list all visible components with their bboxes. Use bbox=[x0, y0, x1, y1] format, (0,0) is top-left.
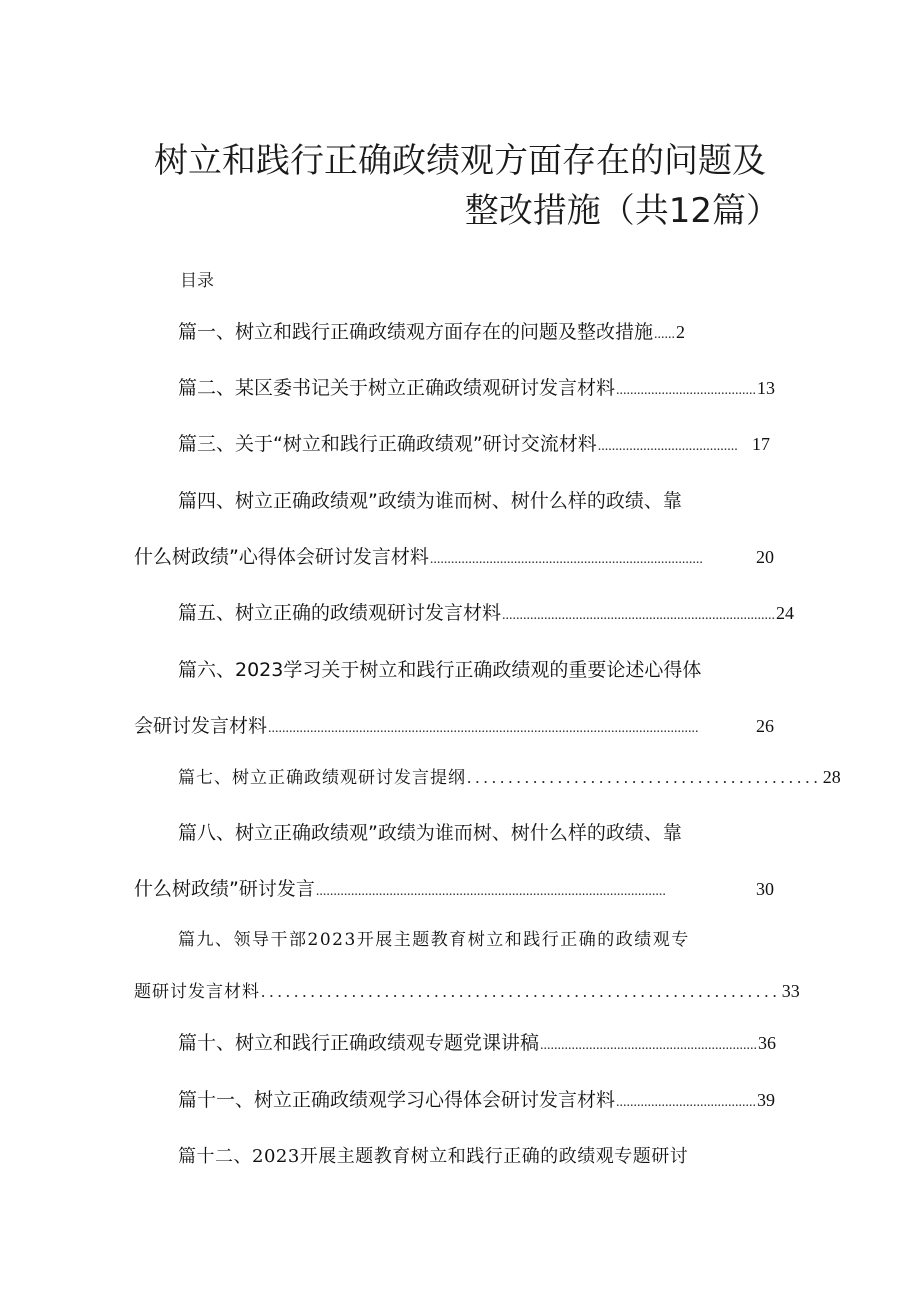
toc-entry-9[interactable] bbox=[134, 977, 800, 1006]
toc-entry-text: 题研讨发言材料 bbox=[134, 982, 260, 1002]
toc-leader-dots: ........................................................................................................................... bbox=[268, 721, 699, 736]
toc-page-number: 36 bbox=[758, 1033, 777, 1053]
toc-entry-text: 篇二、某区委书记关于树立正确政绩观研讨发言材料 bbox=[178, 377, 616, 399]
toc-entry-text: 篇五、树立正确的政绩观研讨发言材料 bbox=[178, 602, 502, 624]
toc-entry-12-line-1[interactable] bbox=[178, 1142, 688, 1171]
toc-entry-text: 篇七、树立正确政绩观研讨发言提纲 bbox=[178, 768, 466, 788]
toc-entry-7[interactable] bbox=[178, 763, 841, 792]
toc-entry-text: 篇十二、2023开展主题教育树立和践行正确的政绩观专题研讨 bbox=[178, 1146, 689, 1167]
toc-page-number: 24 bbox=[776, 603, 795, 623]
toc-entry-6-line-1[interactable]: 篇六、2023学习关于树立和践行正确政绩观的重要论述心得体 bbox=[178, 659, 702, 681]
toc-entry-4[interactable] bbox=[134, 543, 774, 574]
toc-leader-dots: .............................................................. bbox=[540, 1038, 758, 1053]
toc-entry-8-line-1[interactable]: 篇八、树立正确政绩观”政绩为谁而树、树什么样的政绩、靠 bbox=[178, 822, 682, 844]
toc-page-number: 2 bbox=[676, 322, 686, 342]
toc-entry-4-line-1[interactable]: 篇四、树立正确政绩观”政绩为谁而树、树什么样的政绩、靠 bbox=[178, 490, 682, 512]
toc-entry-6[interactable] bbox=[134, 712, 774, 743]
toc-entry-11[interactable] bbox=[178, 1086, 776, 1117]
toc-entry-text: 什么树政绩”研讨发言 bbox=[134, 878, 315, 900]
toc-entry-text: 篇一、树立和践行正确政绩观方面存在的问题及整改措施 bbox=[178, 321, 654, 343]
toc-leader-dots: ........................................... bbox=[467, 768, 822, 787]
toc-entry-text: 篇十一、树立正确政绩观学习心得体会研讨发言材料 bbox=[178, 1089, 616, 1111]
toc-leader-dots: ........................................ bbox=[616, 383, 757, 398]
toc-page-number: 17 bbox=[752, 434, 770, 454]
toc-leader-dots: .............................................................................. bbox=[502, 608, 776, 623]
toc-entry-9-line-1[interactable]: 篇九、领导干部2023开展主题教育树立和践行正确的政绩观专 bbox=[178, 930, 690, 950]
toc-entry-10[interactable] bbox=[178, 1029, 777, 1060]
toc-entry-2[interactable] bbox=[178, 374, 776, 405]
toc-entry-5[interactable] bbox=[178, 599, 795, 630]
toc-leader-dots: ........................................ bbox=[597, 439, 738, 454]
toc-leader-dots: ...... bbox=[654, 327, 676, 342]
document-title-line-2: 整改措施（共12篇） bbox=[464, 191, 780, 231]
toc-leader-dots: .................................................................................................... bbox=[315, 884, 666, 899]
toc-leader-dots: ............................................................... bbox=[261, 982, 781, 1001]
toc-entry-text: 篇十、树立和践行正确政绩观专题党课讲稿 bbox=[178, 1032, 540, 1054]
toc-page-number: 13 bbox=[757, 378, 776, 398]
toc-entry-text: 什么树政绩”心得体会研讨发言材料 bbox=[134, 546, 429, 568]
toc-page-number: 30 bbox=[756, 879, 774, 899]
toc-leader-dots: ........................................ bbox=[616, 1095, 757, 1110]
toc-page-number: 33 bbox=[781, 981, 800, 1001]
toc-entry-text: 篇三、关于“树立和践行正确政绩观”研讨交流材料 bbox=[178, 433, 597, 455]
toc-page-number: 26 bbox=[756, 716, 774, 736]
toc-heading: 目录 bbox=[180, 271, 214, 291]
toc-page-number: 39 bbox=[757, 1090, 776, 1110]
toc-entry-3[interactable] bbox=[178, 430, 770, 461]
toc-entry-8[interactable] bbox=[134, 875, 774, 906]
toc-page-number: 28 bbox=[822, 767, 841, 787]
toc-page-number: 20 bbox=[756, 547, 774, 567]
toc-leader-dots: .............................................................................. bbox=[429, 552, 703, 567]
toc-entry-1[interactable] bbox=[178, 318, 723, 349]
document-title-line-1: 树立和践行正确政绩观方面存在的问题及 bbox=[154, 141, 766, 181]
toc-entry-text: 会研讨发言材料 bbox=[134, 715, 268, 737]
